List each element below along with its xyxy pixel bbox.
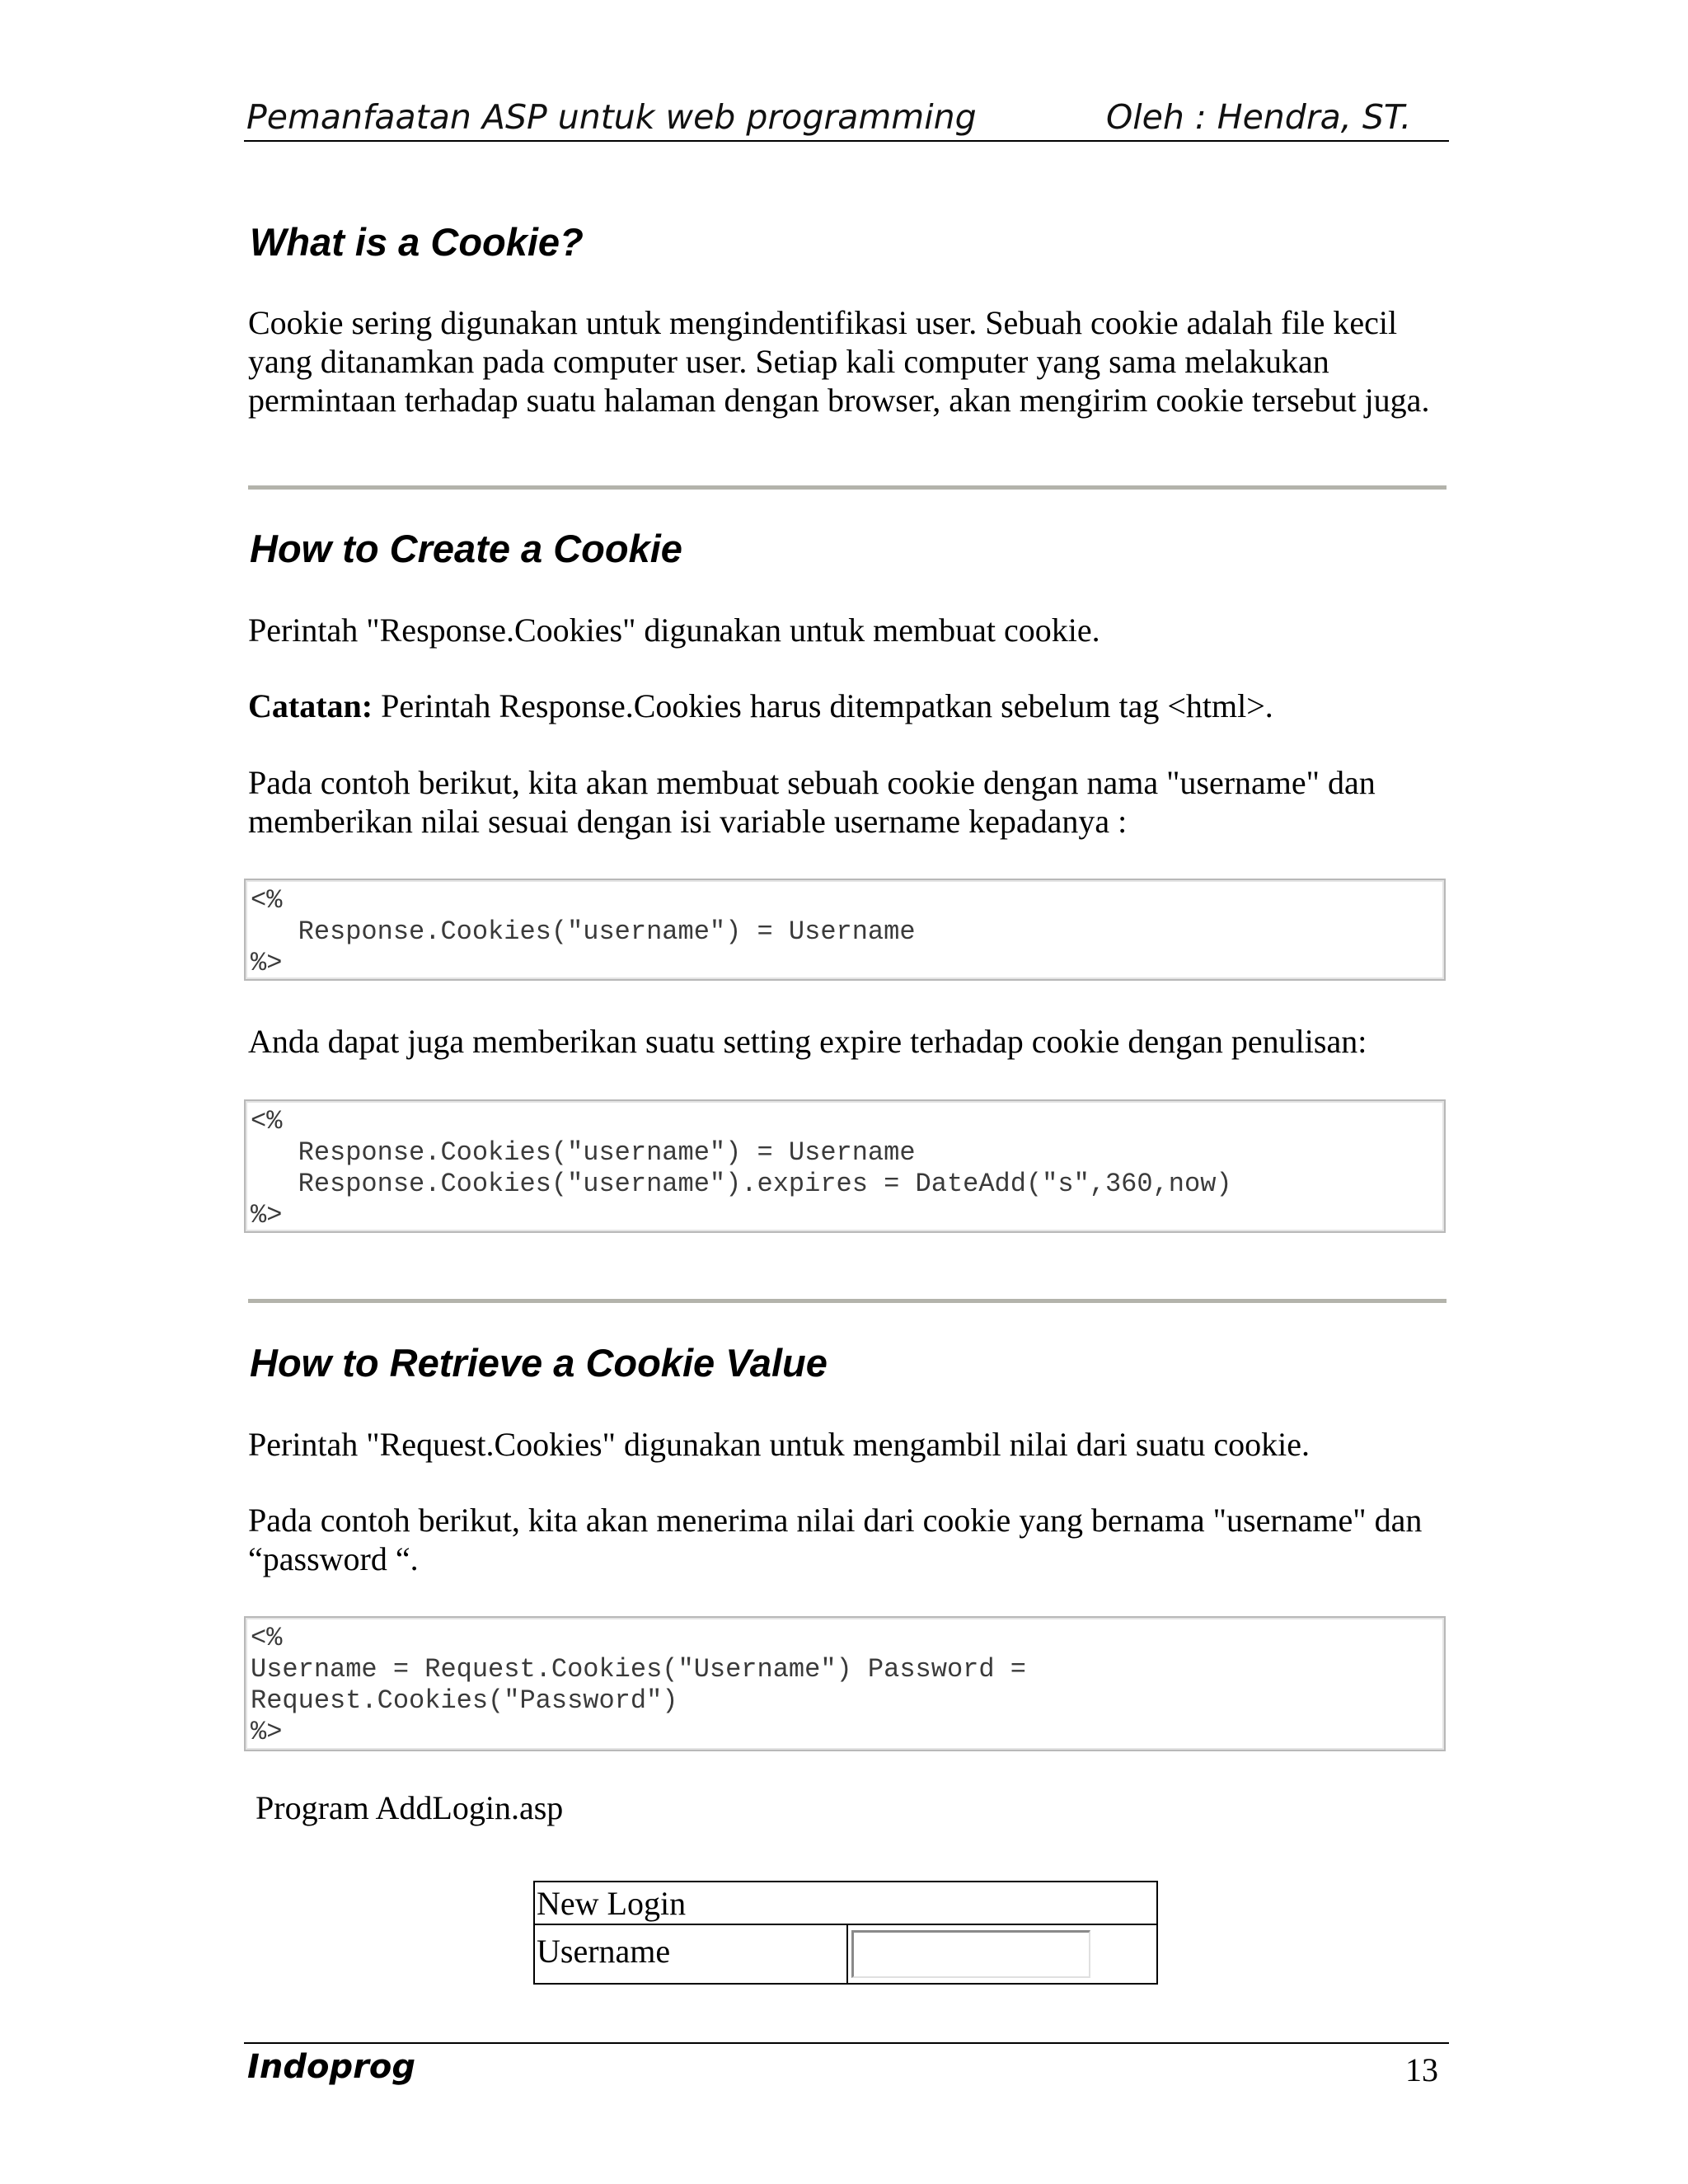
note-text: Perintah Response.Cookies harus ditempatkan sebelum tag <html>. — [373, 687, 1273, 724]
section1-paragraph: Cookie sering digunakan untuk mengindentifikasi user. Sebuah cookie adalah file kecil yang ditanamkan pada computer user. Setiap kali computer yang sama melakukan permintaan terhadap suatu halaman dengan browser, akan mengirim cookie tersebut juga. — [248, 304, 1430, 419]
header-title: Pemanfaatan ASP untuk web programming — [246, 97, 977, 137]
table-cell-divider — [846, 1925, 848, 1985]
note-label: Catatan: — [248, 687, 373, 724]
form-title: New Login — [537, 1885, 687, 1922]
section2-para2: Pada contoh berikut, kita akan membuat sebuah cookie dengan nama "username" dan memberikan nilai sesuai dengan isi variable username kepadanya : — [248, 764, 1376, 840]
footer-brand: Indoprog — [247, 2048, 415, 2086]
code-line: Response.Cookies("username") = Username — [251, 916, 916, 947]
code-line: Response.Cookies("username").expires = DateAdd("s",360,now) — [251, 1169, 1232, 1199]
code-line: <% — [251, 1106, 283, 1137]
form-title-row — [535, 1882, 1156, 1925]
username-label: Username — [537, 1933, 671, 1970]
code-block-retrieve — [244, 1616, 1446, 1751]
header-rule — [244, 140, 1449, 142]
section2-note — [248, 687, 1460, 725]
header-author: Oleh : Hendra, ST. — [1106, 97, 1412, 137]
footer-rule — [244, 2042, 1449, 2044]
section-heading-create-cookie: How to Create a Cookie — [250, 527, 682, 570]
code-line: Username = Request.Cookies("Username") Password = — [251, 1654, 1026, 1685]
section-divider — [248, 485, 1447, 490]
section3-para2: Pada contoh berikut, kita akan menerima nilai dari cookie yang bernama "username" dan “password “. — [248, 1502, 1423, 1577]
section-heading-retrieve-cookie: How to Retrieve a Cookie Value — [250, 1341, 828, 1385]
code-line: %> — [251, 948, 283, 978]
code-line: %> — [251, 1717, 283, 1747]
code-line: %> — [251, 1200, 283, 1230]
new-login-form — [533, 1881, 1158, 1985]
code-line: <% — [251, 885, 283, 916]
section-heading-what-is-cookie: What is a Cookie? — [250, 220, 584, 264]
code-line: Request.Cookies("Password") — [251, 1685, 678, 1716]
code-block-create — [244, 879, 1446, 981]
code-line: Response.Cookies("username") = Username — [251, 1137, 916, 1168]
section-divider — [248, 1299, 1447, 1303]
code-line: <% — [251, 1623, 283, 1653]
username-input[interactable] — [851, 1930, 1090, 1978]
code-block-expires — [244, 1099, 1446, 1233]
section3-para1: Perintah "Request.Cookies" digunakan untuk mengambil nilai dari suatu cookie. — [248, 1426, 1310, 1463]
section2-para1: Perintah "Response.Cookies" digunakan untuk membuat cookie. — [248, 612, 1100, 649]
page-number: 13 — [1405, 2051, 1438, 2088]
section2-para3: Anda dapat juga memberikan suatu setting expire terhadap cookie dengan penulisan: — [248, 1023, 1367, 1060]
program-label: Program AddLogin.asp — [256, 1789, 564, 1826]
